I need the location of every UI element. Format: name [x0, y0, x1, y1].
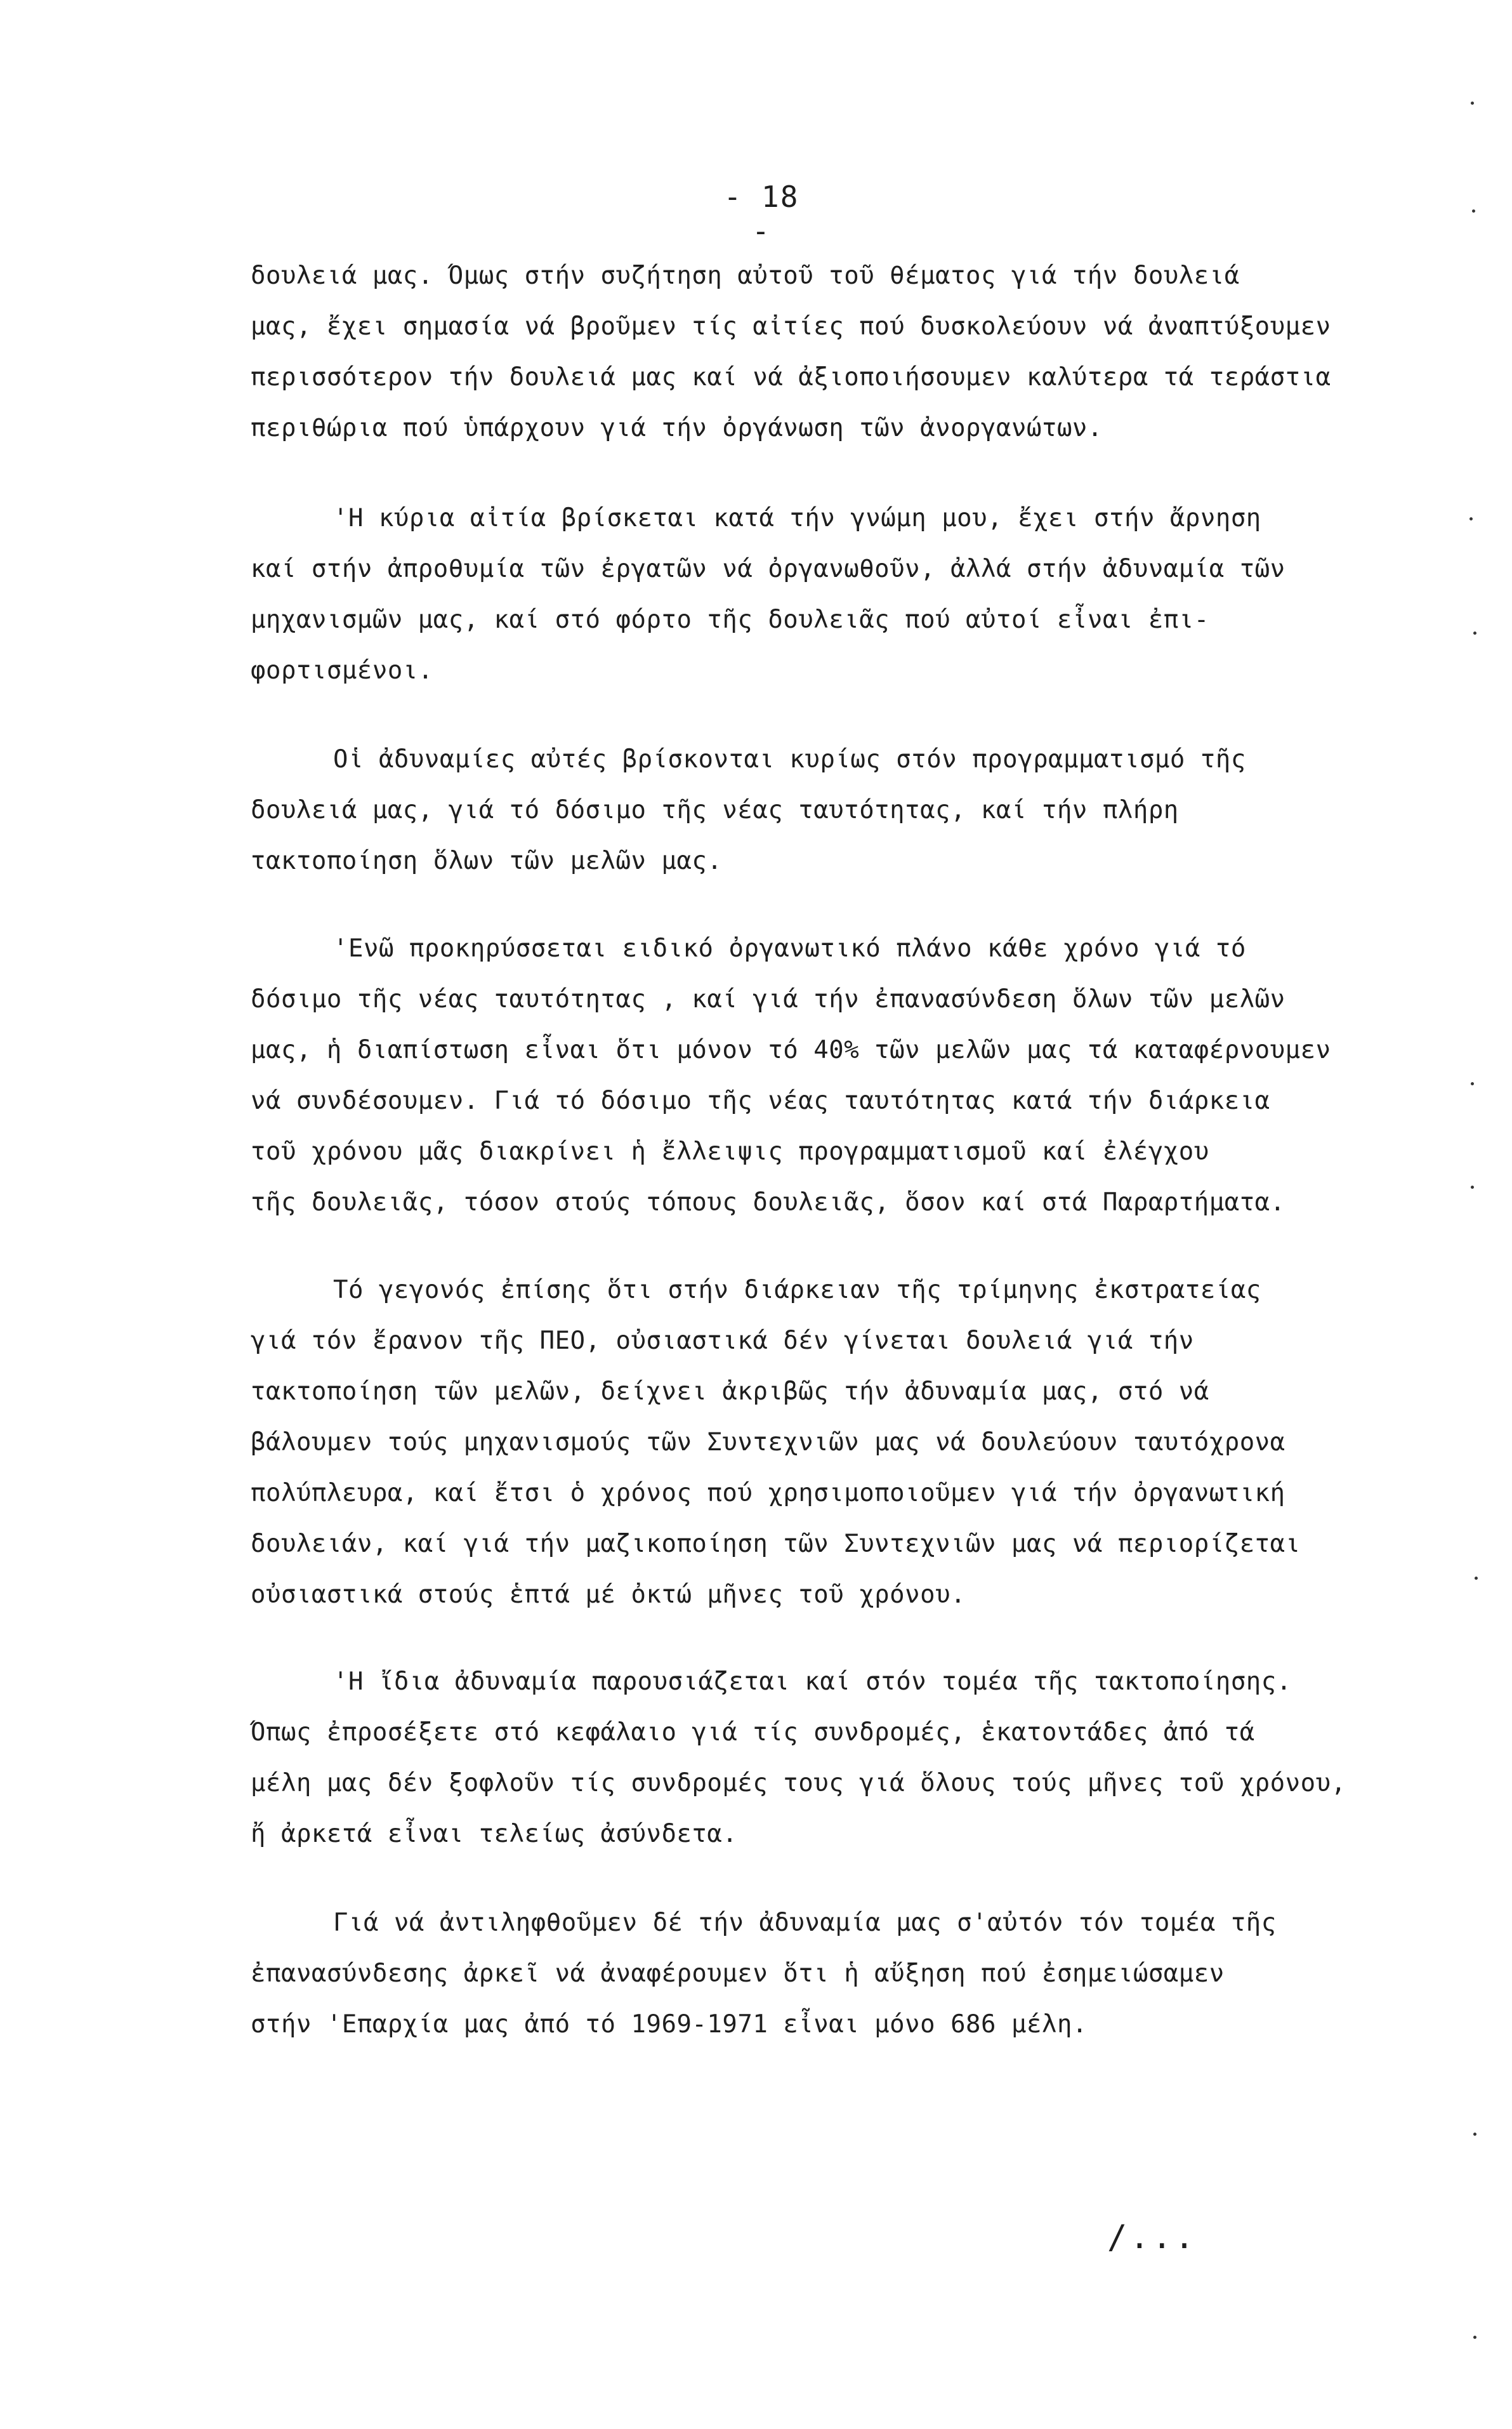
text-line: μέλη μας δέν ξοφλοῦν τίς συνδρομές τους γιά ὅλους τούς μῆνες τοῦ χρόνου,	[251, 1769, 1346, 1797]
text-line: μας, ἔχει σημασία νά βροῦμεν τίς αἰτίες πού δυσκολεύουν νά ἀναπτύξουμεν	[251, 312, 1331, 341]
text-line: περιθώρια πού ὑπάρχουν γιά τήν ὀργάνωση τῶν ἀνοργανώτων.	[251, 414, 1103, 442]
text-line: ἐπανασύνδεσης ἀρκεῖ νά ἀναφέρουμεν ὅτι ἡ αὔξηση πού ἐσημειώσαμεν	[251, 1959, 1225, 1988]
text-line: τῆς δουλειᾶς, τόσον στούς τόπους δουλειᾶς, ὅσον καί στά Παραρτήματα.	[251, 1188, 1285, 1217]
text-line: τοῦ χρόνου μᾶς διακρίνει ἡ ἔλλειψις προγραμματισμοῦ καί ἐλέγχου	[251, 1137, 1209, 1166]
text-line: δουλειά μας, γιά τό δόσιμο τῆς νέας ταυτότητας, καί τήν πλήρη	[251, 796, 1179, 824]
text-line: Γιά νά ἀντιληφθοῦμεν δέ τήν ἀδυναμία μας σ'αὐτόν τόν τομέα τῆς	[333, 1909, 1277, 1937]
scan-speck	[1471, 1082, 1474, 1085]
text-line: περισσότερον τήν δουλειά μας καί νά ἀξιοποιήσουμεν καλύτερα τά τεράστια	[251, 363, 1331, 392]
scan-speck	[1471, 1186, 1474, 1189]
scan-speck	[1473, 2336, 1476, 2339]
text-line: πολύπλευρα, καί ἔτσι ὁ χρόνος πού χρησιμοποιοῦμεν γιά τήν ὀργανωτική	[251, 1479, 1285, 1507]
text-line: δόσιμο τῆς νέας ταυτότητας , καί γιά τήν ἐπανασύνδεση ὅλων τῶν μελῶν	[251, 985, 1285, 1014]
text-line: Οἱ ἀδυναμίες αὐτές βρίσκονται κυρίως στόν προγραμματισμό τῆς	[333, 745, 1246, 774]
scan-speck	[1469, 517, 1473, 520]
scan-speck	[1472, 209, 1475, 213]
text-line: στήν 'Επαρχία μας ἀπό τό 1969-1971 εἶναι μόνο 686 μέλη.	[251, 2010, 1088, 2039]
text-line: Τό γεγονός ἐπίσης ὅτι στήν διάρκειαν τῆς τρίμηνης ἐκστρατείας	[333, 1276, 1261, 1304]
text-line: δουλειάν, καί γιά τήν μαζικοποίηση τῶν Συντεχνιῶν μας νά περιορίζεται	[251, 1530, 1301, 1558]
text-line: δουλειά μας. Όμως στήν συζήτηση αὐτοῦ τοῦ θέματος γιά τήν δουλειά	[251, 261, 1240, 290]
text-line: καί στήν ἀπροθυμία τῶν ἐργατῶν νά ὀργανωθοῦν, ἀλλά στήν ἀδυναμία τῶν	[251, 555, 1285, 583]
scan-speck	[1471, 102, 1474, 105]
page-number: - 18 -	[723, 180, 799, 248]
continuation-mark: /...	[1107, 2218, 1197, 2256]
scan-speck	[1473, 2133, 1476, 2136]
scan-speck	[1473, 632, 1476, 635]
text-line: Όπως ἐπροσέξετε στό κεφάλαιο γιά τίς συνδρομές, ἑκατοντάδες ἀπό τά	[251, 1718, 1255, 1747]
scan-speck	[1475, 1577, 1478, 1580]
text-line: τακτοποίηση τῶν μελῶν, δείχνει ἀκριβῶς τήν ἀδυναμία μας, στό νά	[251, 1377, 1209, 1406]
text-line: ἤ ἀρκετά εἶναι τελείως ἀσύνδετα.	[251, 1820, 738, 1848]
text-line: βάλουμεν τούς μηχανισμούς τῶν Συντεχνιῶν μας νά δουλεύουν ταυτόχρονα	[251, 1428, 1285, 1457]
text-line: μας, ἡ διαπίστωση εἶναι ὅτι μόνον τό 40% τῶν μελῶν μας τά καταφέρνουμεν	[251, 1036, 1331, 1064]
text-line: νά συνδέσουμεν. Γιά τό δόσιμο τῆς νέας ταυτότητας κατά τήν διάρκεια	[251, 1087, 1270, 1115]
text-line: 'Η κύρια αἰτία βρίσκεται κατά τήν γνώμη μου, ἔχει στήν ἄρνηση	[333, 504, 1261, 533]
text-line: 'Η ἴδια ἀδυναμία παρουσιάζεται καί στόν τομέα τῆς τακτοποίησης.	[333, 1667, 1292, 1696]
text-line: 'Ενῶ προκηρύσσεται ειδικό ὀργανωτικό πλάνο κάθε χρόνο γιά τό	[333, 934, 1246, 963]
text-line: οὐσιαστικά στούς ἑπτά μέ ὀκτώ μῆνες τοῦ χρόνου.	[251, 1580, 966, 1609]
text-line: φορτισμένοι.	[251, 656, 433, 685]
text-line: τακτοποίηση ὅλων τῶν μελῶν μας.	[251, 847, 723, 875]
text-line: γιά τόν ἔρανον τῆς ΠΕΟ, οὐσιαστικά δέν γίνεται δουλειά γιά τήν	[251, 1327, 1194, 1355]
text-line: μηχανισμῶν μας, καί στό φόρτο τῆς δουλειᾶς πού αὐτοί εἶναι ἐπι-	[251, 606, 1209, 634]
